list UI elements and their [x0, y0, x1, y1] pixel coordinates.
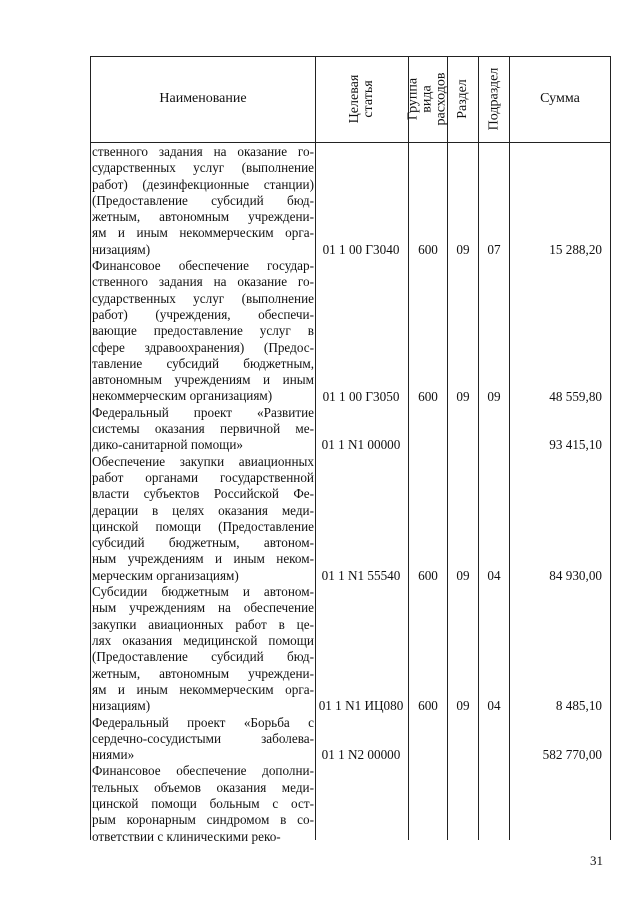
table-border-left [90, 56, 91, 840]
header-expense-group: Группа вида расходов [406, 72, 450, 126]
row-name-line: жетным, автономным учреждени- [92, 209, 314, 225]
row-name-line: работ) (дезинфекционные станции) [92, 176, 314, 192]
row-expense-group: 600 [418, 388, 438, 404]
row-name-line: ниями» [92, 747, 135, 763]
row-subsection: 04 [487, 698, 501, 714]
row-name [92, 144, 314, 258]
budget-table [90, 56, 611, 844]
row-amount: 8 485,10 [555, 698, 602, 714]
header-subsection: Подраздел [486, 67, 501, 131]
column-divider [408, 56, 409, 840]
row-expense-group: 600 [418, 698, 438, 714]
row-name-line: ям и иным некоммерческим орга- [92, 681, 314, 697]
row-name-line: Обеспечение закупки авиационных [92, 453, 314, 469]
row-section: 09 [456, 388, 470, 404]
row-name-line: (Предоставление субсидий бюд- [92, 192, 314, 208]
row-name-line: ственного задания на оказание го- [92, 274, 314, 290]
row-subsection: 09 [487, 388, 501, 404]
page-number: 31 [590, 853, 603, 868]
row-amount: 93 415,10 [549, 437, 602, 453]
row-subsection: 04 [487, 567, 501, 583]
table-border-right [610, 56, 611, 840]
row-name-line: закупки авиационных работ в це- [92, 616, 314, 632]
header-divider [90, 142, 611, 143]
row-name-line: цинской помощи (Предоставление [92, 518, 314, 534]
row-target-article: 01 1 N1 55540 [321, 567, 401, 583]
row-name [92, 405, 314, 454]
header-name: Наименование [159, 91, 247, 106]
row-name-line: рым коронарным синдромом в со- [92, 812, 314, 828]
row-name-line: системы оказания первичной ме- [92, 421, 314, 437]
row-name-line: некоммерческим организациям) [92, 388, 273, 404]
row-section: 09 [456, 241, 470, 257]
row-subsection: 07 [487, 241, 501, 257]
row-name-line: дико-санитарной помощи» [92, 437, 243, 453]
row-amount: 582 770,00 [542, 747, 602, 763]
row-expense-group: 600 [418, 567, 438, 583]
row-name-line: работ органами государственной [92, 469, 314, 485]
row-name-line: сфере здравоохранения) (Предос- [92, 339, 314, 355]
row-target-article: 01 1 N1 ИЦ080 [318, 698, 404, 714]
row-name-line: сердечно-сосудистыми заболева- [92, 730, 314, 746]
row-name-line: ным учреждениям и иным неком- [92, 551, 314, 567]
column-divider [478, 56, 479, 840]
row-target-article: 01 1 00 Г3040 [322, 241, 400, 257]
row-amount: 48 559,80 [549, 388, 602, 404]
header-section: Раздел [455, 79, 471, 119]
row-name-line: тельных объемов оказания меди- [92, 779, 314, 795]
row-section: 09 [456, 567, 470, 583]
row-name-line: сударственных услуг (выполнение [92, 160, 314, 176]
row-name-line: Финансовое обеспечение дополни- [92, 763, 314, 779]
row-name-line: мерческим организациям) [92, 567, 239, 583]
row-name-line: ям и иным некоммерческим орга- [92, 225, 314, 241]
row-name [92, 454, 314, 584]
row-name [92, 763, 314, 844]
row-section: 09 [456, 698, 470, 714]
row-name-line: сударственных услуг (выполнение [92, 290, 314, 306]
column-divider [447, 56, 448, 840]
row-name-line: цинской помощи больным с ост- [92, 795, 314, 811]
row-name-line: дерации в целях оказания меди- [92, 502, 314, 518]
row-name-line: (Предоставление субсидий бюд- [92, 649, 314, 665]
row-name-line: низациям) [92, 698, 151, 714]
row-name-line: лях оказания медицинской помощи [92, 632, 314, 648]
row-name-line: низациям) [92, 241, 151, 257]
row-expense-group: 600 [418, 241, 438, 257]
header-amount: Сумма [540, 91, 580, 106]
row-target-article: 01 1 00 Г3050 [322, 388, 400, 404]
row-name-line: субсидий бюджетным, автоном- [92, 535, 314, 551]
row-name-line: ственного задания на оказание го- [92, 144, 314, 159]
row-name-line: ответствии с клиническими реко- [92, 828, 281, 844]
row-name-line: Федеральный проект «Борьба с [92, 714, 314, 730]
row-name-line: Федеральный проект «Развитие [92, 404, 314, 420]
row-amount: 84 930,00 [549, 567, 602, 583]
row-name-line: тавление субсидий бюджетным, [92, 355, 314, 371]
row-name-line: Субсидии бюджетным и автоном- [92, 584, 314, 600]
row-name-line: власти субъектов Российской Фе- [92, 486, 314, 502]
row-target-article: 01 1 N1 00000 [321, 437, 401, 453]
row-name [92, 715, 314, 764]
row-name-line: вающие предоставление услуг в [92, 323, 314, 339]
row-name [92, 584, 314, 714]
row-name-line: жетным, автономным учреждени- [92, 665, 314, 681]
header-target-article: Целевая статья [347, 74, 376, 124]
row-name-line: автономным учреждениям и иным [92, 372, 314, 388]
row-name-line: Финансовое обеспечение государ- [92, 258, 314, 274]
row-name-line: работ) (учреждения, обеспечи- [92, 306, 314, 322]
row-amount: 15 288,20 [549, 241, 602, 257]
row-name [92, 258, 314, 405]
row-name-line: ным учреждениям на обеспечение [92, 600, 314, 616]
row-target-article: 01 1 N2 00000 [321, 747, 401, 763]
